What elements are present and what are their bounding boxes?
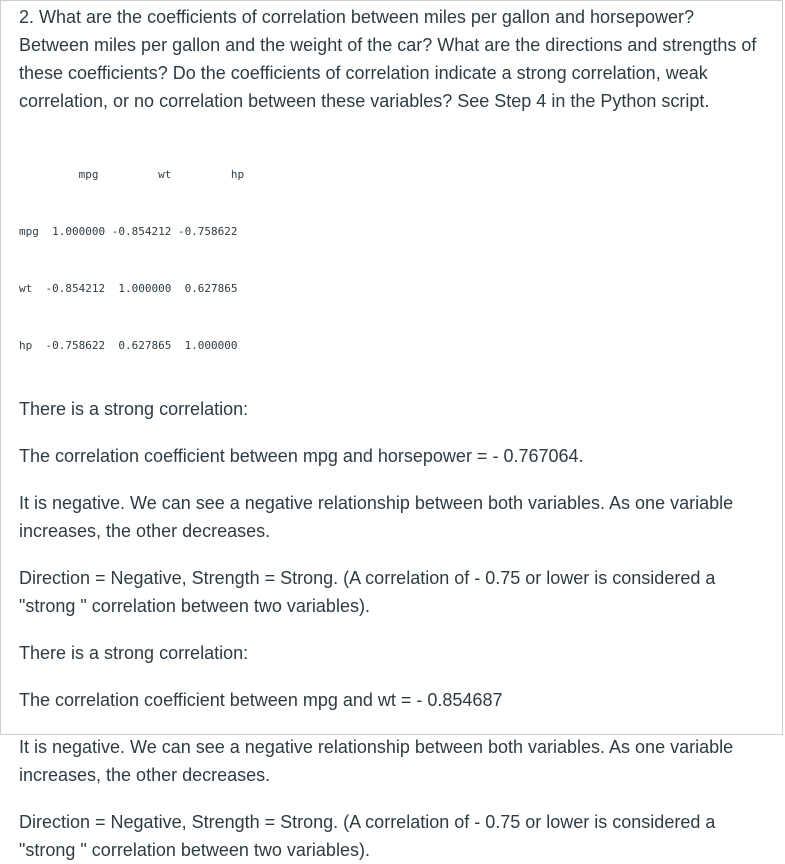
hp-direction-statement: Direction = Negative, Strength = Strong. (A correlation of - 0.75 or lower is considered a "strong " correlation between two variables).: [19, 568, 716, 616]
wt-coefficient-statement: The correlation coefficient between mpg and wt = - 0.854687: [19, 690, 503, 710]
hp-strong-statement: There is a strong correlation:: [19, 399, 249, 419]
correlation-table-row-mpg: mpg 1.000000 -0.854212 -0.758622: [19, 225, 238, 238]
question-text: 2. What are the coefficients of correlation between miles per gallon and horsepower? Between miles per gallon and the weight of the car? What are the directions and strengths of these coefficients? Do the coefficients of correlation indicate a strong correlation, weak correlation, or no correlation between these variables? See Step 4 in the Python script.: [19, 7, 757, 111]
correlation-table-header: mpg wt hp: [19, 168, 245, 181]
correlation-table-row-wt: wt -0.854212 1.000000 0.627865: [19, 282, 238, 295]
correlation-table-row-hp: hp -0.758622 0.627865 1.000000: [19, 339, 238, 352]
hp-coefficient-statement: The correlation coefficient between mpg and horsepower = - 0.767064.: [19, 446, 584, 466]
hp-negative-statement: It is negative. We can see a negative relationship between both variables. As one variable increases, the other decreases.: [19, 493, 734, 541]
correlation-table: [19, 127, 764, 393]
wt-direction-statement: Direction = Negative, Strength = Strong. (A correlation of - 0.75 or lower is considered a "strong " correlation between two variables).: [19, 812, 716, 860]
answer-content: [19, 3, 764, 864]
wt-negative-statement: It is negative. We can see a negative relationship between both variables. As one variable increases, the other decreases.: [19, 737, 734, 785]
wt-strong-statement: There is a strong correlation:: [19, 643, 249, 663]
